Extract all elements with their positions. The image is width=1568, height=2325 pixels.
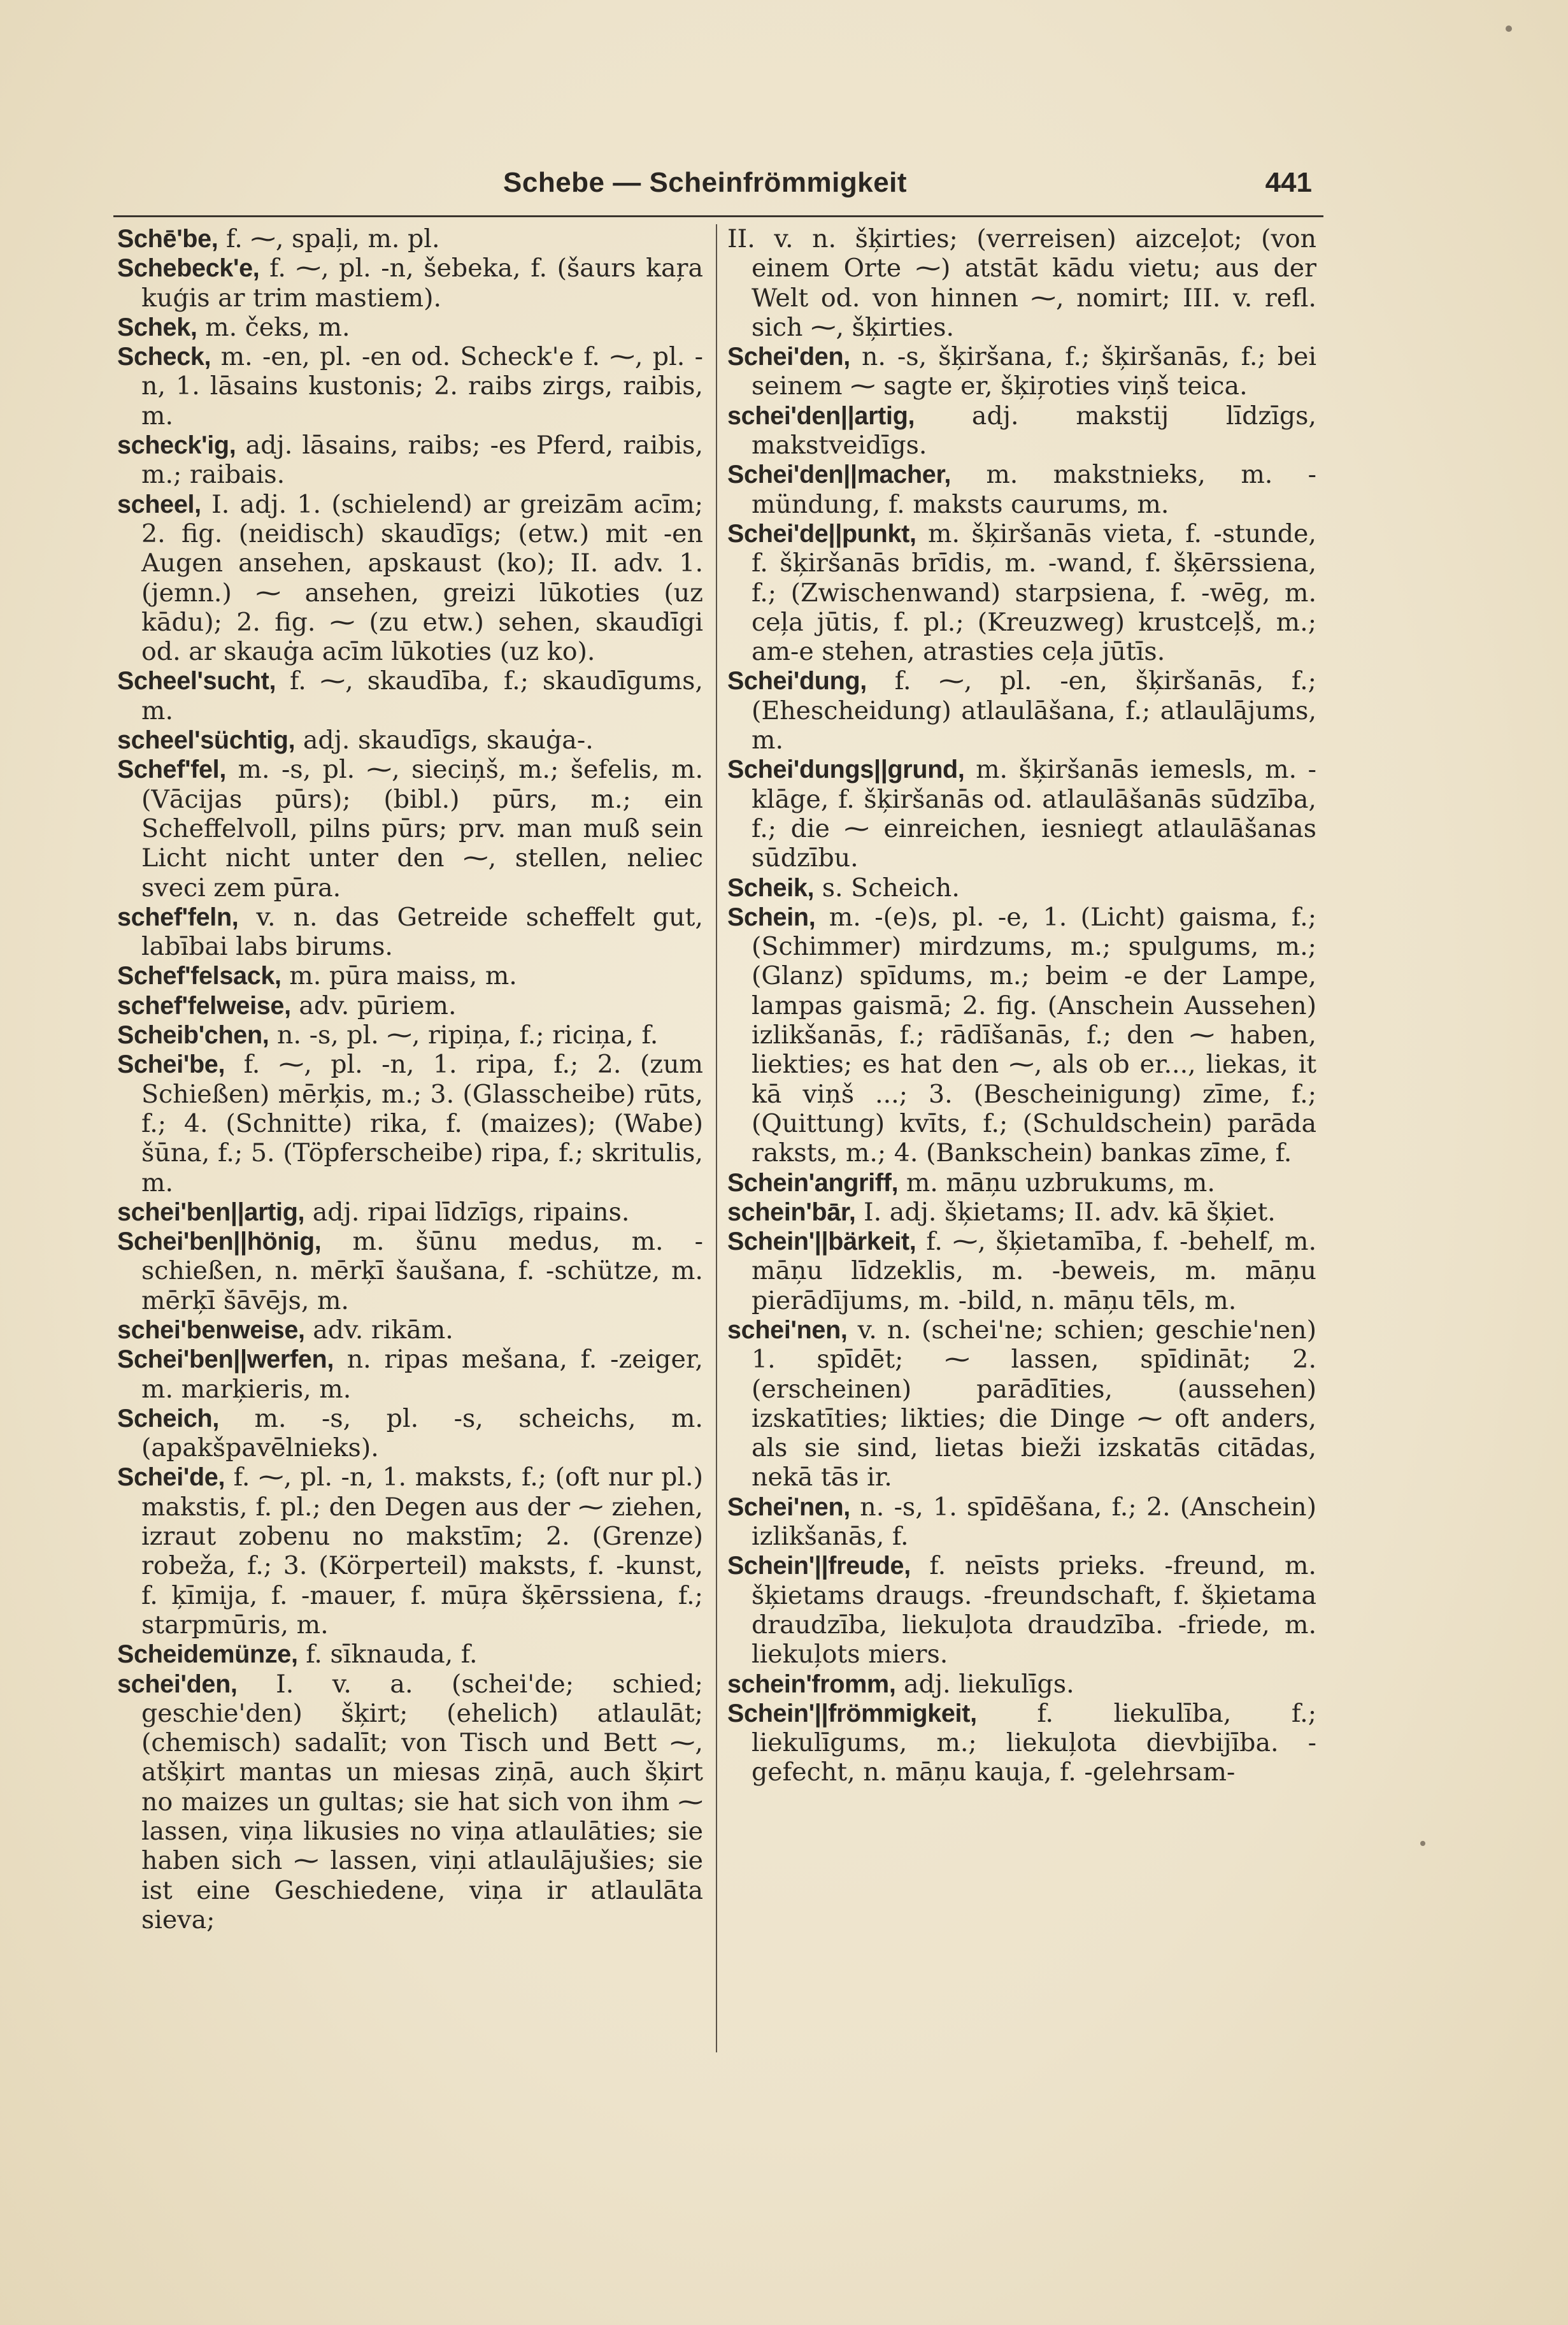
dictionary-entry bbox=[727, 1315, 1316, 1492]
entry-definition: m. čeks, m. bbox=[197, 312, 350, 342]
entry-headword: Scheck, bbox=[117, 343, 211, 371]
entry-definition: f. ⁓, skaudība, f.; skaudīgums, m. bbox=[141, 666, 703, 726]
entry-definition: f. ⁓, pl. -en, šķiršanās, f.; (Ehescheidung) atlaulāšana, f.; atlaulājums, m. bbox=[752, 666, 1316, 755]
dictionary-entry bbox=[117, 961, 703, 991]
entry-headword: Scheib'chen, bbox=[117, 1021, 269, 1050]
entry-definition: adj. liekulīgs. bbox=[895, 1669, 1074, 1699]
paper-speck bbox=[1506, 25, 1512, 32]
dictionary-entry bbox=[117, 1404, 703, 1463]
entry-headword: schein'bār, bbox=[727, 1198, 856, 1226]
entry-definition: m. šķiršanās iemesls, m. -klāge, f. šķiršanās od. atlaulāšanās sūdzība, f.; die ⁓ einreichen, iesniegt atlaulāšanas sūdzību. bbox=[752, 755, 1316, 873]
entry-definition: adv. rikām. bbox=[304, 1315, 453, 1345]
entry-headword: scheel, bbox=[117, 490, 201, 519]
entry-definition: f. ⁓, šķietamība, f. -behelf, m. māņu līdzeklis, m. -beweis, m. māņu pierādījums, m. -bild, n. māņu tēls, m. bbox=[752, 1227, 1316, 1315]
entry-headword: Schei'ben||werfen, bbox=[117, 1345, 334, 1374]
entry-definition: n. -s, 1. spīdēšana, f.; 2. (Anschein) izlikšanās, f. bbox=[752, 1492, 1316, 1552]
entry-headword: Scheik, bbox=[727, 873, 815, 902]
entry-headword: Scheich, bbox=[117, 1404, 220, 1433]
paper-speck bbox=[1420, 1841, 1425, 1846]
dictionary-entry bbox=[117, 1020, 703, 1050]
entry-definition: f. ⁓, pl. -n, šebeka, f. (šaurs kaŗa kuģis ar trim mastiem). bbox=[141, 254, 703, 313]
dictionary-entry bbox=[117, 342, 703, 431]
header-rule bbox=[113, 215, 1323, 217]
entry-definition: adj. ripai līdzīgs, ripains. bbox=[304, 1197, 630, 1227]
entry-headword: schei'den, bbox=[117, 1670, 238, 1698]
dictionary-entry bbox=[727, 401, 1316, 461]
entry-headword: schei'ben||artig, bbox=[117, 1198, 305, 1226]
dictionary-entry bbox=[727, 519, 1316, 666]
entry-definition: adj. makstij līdzīgs, makstveidīgs. bbox=[752, 401, 1316, 461]
entry-headword: Schei'dung, bbox=[727, 667, 867, 696]
entry-headword: Schein, bbox=[727, 903, 816, 931]
dictionary-entry bbox=[117, 1315, 703, 1345]
entry-headword: Schei'nen, bbox=[727, 1492, 850, 1521]
entry-definition: v. n. (schei'ne; schien; geschie'nen) 1. spīdēt; ⁓ lassen, spīdināt; 2. (erscheinen) parādīties, (aussehen) izskatīties; likties; die Dinge ⁓ oft anders, als sie sind, lietas bieži izskatās citādas, nekā tās ir. bbox=[752, 1315, 1316, 1492]
left-column bbox=[117, 224, 703, 1935]
dictionary-entry bbox=[117, 1227, 703, 1315]
entry-definition: n. ripas mešana, f. -zeiger, m. marķieris, m. bbox=[141, 1345, 703, 1404]
entry-definition: I. adj. šķietams; II. adv. kā šķiet. bbox=[855, 1197, 1276, 1227]
entry-definition: m. makstnieks, m. -mündung, f. maksts caurums, m. bbox=[752, 460, 1316, 519]
entry-headword: Schei'be, bbox=[117, 1050, 225, 1079]
entry-headword: Schein'||frömmigkeit, bbox=[727, 1699, 977, 1728]
entry-definition: m. pūra maiss, m. bbox=[281, 961, 517, 991]
entry-definition: n. -s, pl. ⁓, ripiņa, f.; riciņa, f. bbox=[269, 1020, 659, 1050]
entry-definition: adv. pūriem. bbox=[290, 991, 457, 1020]
dictionary-entry bbox=[117, 755, 703, 902]
dictionary-entry bbox=[117, 1670, 703, 1935]
entry-headword: Schei'den||macher, bbox=[727, 461, 951, 489]
entry-headword: schei'benweise, bbox=[117, 1315, 305, 1344]
entry-definition: f. ⁓, pl. -n, 1. ripa, f.; 2. (zum Schießen) mērķis, m.; 3. (Glasscheibe) rūts, f.; 4. (Schnitte) rika, f. (maizes); (Wabe) šūna, f.; 5. (Töpferscheibe) ripa, f.; skritulis, m. bbox=[141, 1050, 703, 1198]
dictionary-entry bbox=[117, 1640, 703, 1669]
entry-definition: f. sīknauda, f. bbox=[297, 1640, 478, 1670]
dictionary-entry bbox=[727, 460, 1316, 519]
entry-headword: schei'den||artig, bbox=[727, 401, 915, 430]
entry-definition: v. n. das Getreide scheffelt gut, labībai labs birums. bbox=[141, 902, 703, 962]
dictionary-entry bbox=[117, 224, 703, 254]
entry-headword: Schei'ben||hönig, bbox=[117, 1227, 322, 1256]
dictionary-entry bbox=[117, 313, 703, 342]
dictionary-entry bbox=[727, 1227, 1316, 1315]
dictionary-entry bbox=[117, 1050, 703, 1197]
dictionary-entry bbox=[727, 1551, 1316, 1669]
entry-definition: II. v. n. šķirties; (verreisen) aizceļot; (von einem Orte ⁓) atstāt kādu vietu; aus der Welt od. von hinnen ⁓, nomirt; III. v. refl. sich ⁓, šķirties. bbox=[727, 224, 1316, 342]
dictionary-entry bbox=[727, 1198, 1316, 1227]
dictionary-entry bbox=[727, 1670, 1316, 1699]
entry-definition: n. -s, šķiršana, f.; šķiršanās, f.; bei seinem ⁓ sagte er, šķiŗoties viņš teica. bbox=[752, 342, 1316, 401]
entry-definition: s. Scheich. bbox=[814, 873, 960, 903]
dictionary-entry bbox=[727, 1492, 1316, 1552]
dictionary-entry bbox=[117, 903, 703, 962]
dictionary-entry bbox=[727, 873, 1316, 903]
dictionary-entry bbox=[727, 1168, 1316, 1198]
entry-definition: m. -en, pl. -en od. Scheck'e f. ⁓, pl. -n, 1. lāsains kustonis; 2. raibs zirgs, raibis, m. bbox=[141, 342, 703, 431]
entry-headword: Schef'felsack, bbox=[117, 962, 282, 991]
entry-headword: Schei'den, bbox=[727, 343, 850, 371]
dictionary-entry bbox=[117, 490, 703, 667]
entry-headword: Schein'||bärkeit, bbox=[727, 1227, 916, 1256]
dictionary-entry bbox=[727, 224, 1316, 342]
running-header bbox=[115, 167, 1325, 211]
entry-headword: Schei'de||punkt, bbox=[727, 519, 916, 548]
dictionary-entry bbox=[117, 1345, 703, 1404]
entry-definition: m. -(e)s, pl. -e, 1. (Licht) gaisma, f.; (Schimmer) mirdzums, m.; spulgums, m.; (Glanz) spīdums, m.; beim -e der Lampe, lampas gaismā; 2. fig. (Anschein Aussehen) izlikšanās, f.; rādīšanās, f.; den ⁓ haben, liekties; es hat den ⁓, als ob er..., liekas, it kā viņš ...; 3. (Bescheinigung) zīme, f.; (Quittung) kvīts, f.; (Schuldschein) parāda raksts, m.; 4. (Bankschein) bankas zīme, f. bbox=[752, 902, 1316, 1168]
entry-definition: m. māņu uzbrukums, m. bbox=[898, 1168, 1215, 1198]
entry-headword: Schei'de, bbox=[117, 1463, 225, 1492]
entry-headword: scheel'süchtig, bbox=[117, 726, 296, 755]
entry-headword: Schei'dungs||grund, bbox=[727, 755, 965, 784]
entry-headword: Schebeck'e, bbox=[117, 254, 260, 283]
entry-definition: m. šķiršanās vieta, f. -stunde, f. šķiršanās brīdis, m. -wand, f. šķērssiena, f.; (Zwischenwand) starpsiena, f. -wēg, m. ceļa jūtis, f. pl.; (Kreuzweg) krustceļš, m.; am-e stehen, atrasties ceļa jūtīs. bbox=[752, 519, 1316, 667]
dictionary-entry bbox=[117, 991, 703, 1020]
entry-headword: schei'nen, bbox=[727, 1315, 848, 1344]
entry-headword: Schein'||freude, bbox=[727, 1552, 911, 1580]
entry-definition: f. ⁓, pl. -n, 1. maksts, f.; (oft nur pl.) makstis, f. pl.; den Degen aus der ⁓ ziehen, izraut zobenu no makstīm; 2. (Grenze) robeža, f.; 3. (Körperteil) maksts, f. -kunst, f. ķīmija, f. -mauer, f. mūŗa šķērssiena, f.; starpmūris, m. bbox=[141, 1463, 703, 1640]
entry-definition: m. -s, pl. -s, scheichs, m. (apakšpavēlnieks). bbox=[141, 1403, 703, 1463]
entry-headword: Schef'fel, bbox=[117, 755, 227, 784]
entry-definition: f. neīsts prieks. -freund, m. šķietams draugs. -freundschaft, f. šķietama draudzība, liekuļota draudzība. -friede, m. liekuļots miers. bbox=[752, 1551, 1316, 1670]
entry-headword: Scheidemünze, bbox=[117, 1640, 298, 1669]
entry-definition: adj. lāsains, raibs; -es Pferd, raibis, m.; raibais. bbox=[141, 431, 703, 490]
entry-definition: m. šūnu medus, m. -schießen, n. mērķī šaušana, f. -schütze, m. mērķī šāvējs, m. bbox=[141, 1227, 703, 1315]
dictionary-entry bbox=[727, 342, 1316, 401]
dictionary-entry bbox=[727, 1699, 1316, 1787]
header-title: Schebe — Scheinfrömmigkeit bbox=[503, 167, 908, 198]
entry-headword: Schē'be, bbox=[117, 225, 218, 253]
entry-definition: m. -s, pl. ⁓, sieciņš, m.; šefelis, m. (Vācijas pūrs); (bibl.) pūrs, m.; ein Scheffelvoll, pilns pūrs; prv. man muß sein Licht nicht unter den ⁓, stellen, neliec sveci zem pūra. bbox=[141, 755, 703, 903]
dictionary-entry bbox=[117, 431, 703, 490]
entry-definition: I. adj. 1. (schielend) ar greizām acīm; 2. fig. (neidisch) skaudīgs; (etw.) mit -en Augen ansehen, apskaust (ko); II. adv. 1. (jemn.) ⁓ ansehen, greizi lūkoties (uz kādu); 2. fig. ⁓ (zu etw.) sehen, skaudīgi od. ar skauġa acīm lūkoties (uz ko). bbox=[141, 489, 703, 667]
dictionary-entry bbox=[117, 1198, 703, 1227]
entry-headword: Schein'angriff, bbox=[727, 1168, 899, 1197]
right-column bbox=[727, 224, 1316, 1787]
entry-definition: f. ⁓, spaļi, m. pl. bbox=[218, 224, 440, 254]
entry-definition: I. v. a. (schei'de; schied; geschie'den) šķirt; (ehelich) atlaulāt; (chemisch) sadalīt; von Tisch und Bett ⁓, atšķirt mantas un miesas ziņā, auch šķirt no maizes un gultas; sie hat sich von ihm ⁓ lassen, viņa likusies no viņa atlaulāties; sie haben sich ⁓ lassen, viņi atlaulājušies; sie ist eine Geschiedene, viņa ir atlaulāta sieva; bbox=[141, 1669, 703, 1935]
entry-headword: Scheel'sucht, bbox=[117, 667, 276, 696]
entry-headword: schef'felweise, bbox=[117, 991, 291, 1020]
page-number: 441 bbox=[1265, 167, 1312, 198]
entry-definition: adj. skaudīgs, skauġa-. bbox=[295, 726, 594, 755]
entry-headword: schef'feln, bbox=[117, 903, 239, 931]
dictionary-entry bbox=[727, 755, 1316, 873]
dictionary-entry bbox=[727, 666, 1316, 755]
column-divider bbox=[716, 224, 717, 2052]
entry-headword: schein'fromm, bbox=[727, 1670, 896, 1698]
entry-headword: Schek, bbox=[117, 313, 197, 341]
dictionary-entry bbox=[117, 254, 703, 313]
dictionary-entry bbox=[117, 1463, 703, 1640]
entry-headword: scheck'ig, bbox=[117, 431, 236, 460]
dictionary-entry bbox=[117, 666, 703, 726]
dictionary-entry bbox=[117, 726, 703, 755]
entry-definition: f. liekulība, f.; liekulīgums, m.; liekuļota dievbijība. -gefecht, n. māņu kauja, f. -gelehrsam- bbox=[752, 1698, 1316, 1787]
dictionary-entry bbox=[727, 903, 1316, 1168]
